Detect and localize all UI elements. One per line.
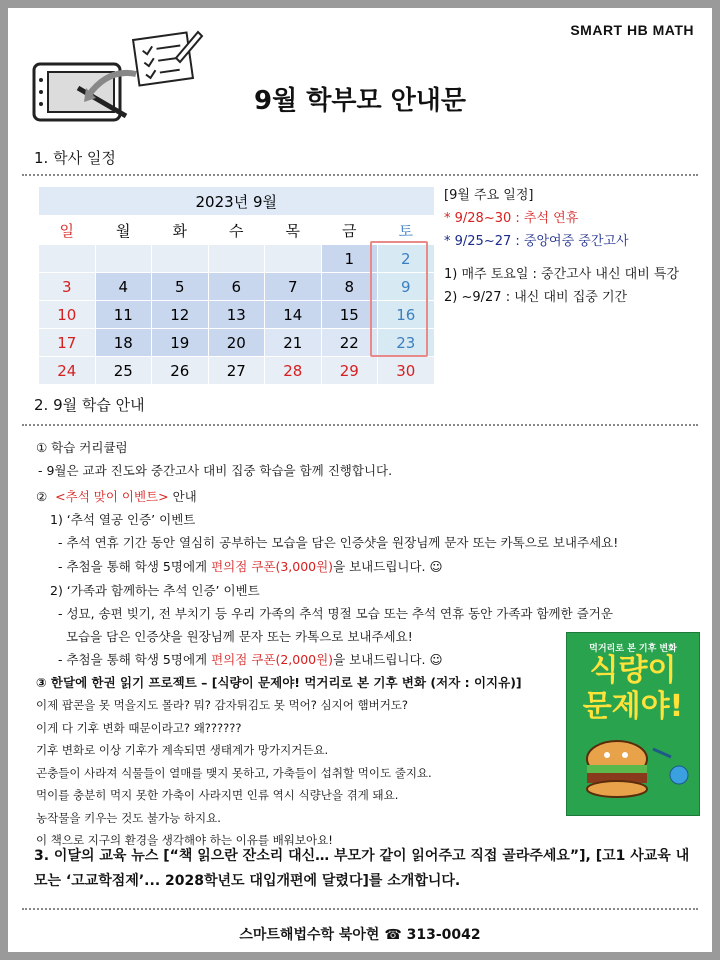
weekday-wed: 수 — [208, 216, 265, 245]
calendar-day: 19 — [152, 329, 209, 357]
calendar-day: 16 — [378, 301, 435, 329]
calendar-day: 11 — [95, 301, 152, 329]
calendar-day: 30 — [378, 357, 435, 385]
calendar-day: 23 — [378, 329, 435, 357]
reading-line: 기후 변화로 이상 기후가 계속되면 생태계가 망가지거든요. — [36, 743, 329, 757]
calendar-day: 10 — [39, 301, 96, 329]
curriculum-line: - 9월은 교과 진도와 중간고사 대비 집중 학습을 함께 진행합니다. — [38, 463, 393, 478]
weekday-fri: 금 — [321, 216, 378, 245]
calendar-day — [265, 245, 322, 273]
saturday-highlight-box — [370, 241, 428, 357]
event2-line3: - 추첨을 통해 학생 5명에게 편의점 쿠폰(2,000원)을 보내드립니다. ☺ — [58, 652, 443, 667]
schedule-note-saturday: 1) 매주 토요일 : 중간고사 내신 대비 특강 — [444, 267, 680, 282]
divider — [22, 174, 698, 176]
event2-title: 2) ‘가족과 함께하는 추석 인증’ 이벤트 — [50, 583, 260, 598]
book-cover-title-2: 문제야! — [582, 689, 684, 724]
calendar-day: 1 — [321, 245, 378, 273]
page-title: 9월 학부모 안내문 — [253, 86, 466, 116]
calendar-day: 6 — [208, 273, 265, 301]
calendar-day: 4 — [95, 273, 152, 301]
calendar-day: 9 — [378, 273, 435, 301]
calendar-day: 7 — [265, 273, 322, 301]
calendar-day: 27 — [208, 357, 265, 385]
reading-line: 곤충들이 사라져 식물들이 열매를 맺지 못하고, 가축들이 섭취할 먹이도 줄지요. — [36, 765, 432, 780]
main-schedule — [444, 184, 679, 309]
calendar-day: 18 — [95, 329, 152, 357]
education-news: 3. 이달의 교육 뉴스 [“책 읽으란 잔소리 대신… 부모가 같이 읽어주고 직접 골라주세요”], [고1 사교육 내모는 ‘고교학점제’... 2028학년도 대입개편에 달렸다]를 소개합니다. — [34, 848, 690, 889]
event2-line2: 모습을 담은 인증샷을 원장님께 문자 또는 카톡으로 보내주세요! — [58, 629, 413, 644]
calendar-day — [95, 245, 152, 273]
event2-line1: - 성묘, 송편 빚기, 전 부치기 등 우리 가족의 추석 명절 모습 또는 추석 연휴 동안 가족과 함께한 즐거운 — [58, 606, 613, 621]
schedule-note-focus: 2) ~9/27 : 내신 대비 집중 기간 — [444, 290, 628, 305]
calendar-day: 3 — [39, 273, 96, 301]
brand-logo: SMART HB MATH — [570, 22, 694, 38]
hamburger-icon — [567, 729, 699, 815]
weekday-sat: 토 — [378, 216, 435, 245]
weekday-thu: 목 — [265, 216, 322, 245]
book-cover — [566, 632, 700, 816]
book-cover-title-1: 식량이 — [589, 653, 677, 688]
calendar-day: 2 — [378, 245, 435, 273]
reading-description — [36, 694, 432, 852]
calendar-day: 22 — [321, 329, 378, 357]
reading-line: 농작물을 키우는 것도 불가능 하지요. — [36, 810, 221, 825]
calendar-day: 29 — [321, 357, 378, 385]
coupon-2000: 편의점 쿠폰(2,000원) — [211, 652, 334, 667]
schedule-item-exam: * 9/25~27 : 중앙여중 중간고사 — [444, 234, 629, 249]
event-heading: ② <추석 맞이 이벤트> 안내 — [36, 489, 197, 504]
calendar-day: 8 — [321, 273, 378, 301]
calendar-day — [208, 245, 265, 273]
calendar-day: 28 — [265, 357, 322, 385]
notice-page — [8, 8, 712, 952]
calendar-day: 15 — [321, 301, 378, 329]
calendar-day: 21 — [265, 329, 322, 357]
curriculum-heading: ① 학습 커리큘럼 — [36, 440, 128, 455]
reading-heading: ③ 한달에 한권 읽기 프로젝트 – [식량이 문제야! 먹거리로 본 기후 변화 (저자 : 이지유)] — [36, 675, 522, 690]
schedule-item-chuseok: * 9/28~30 : 추석 연휴 — [444, 211, 579, 226]
calendar-day — [39, 245, 96, 273]
event1-line2: - 추첨을 통해 학생 5명에게 편의점 쿠폰(3,000원)을 보내드립니다. ☺ — [58, 559, 443, 574]
calendar-day: 26 — [152, 357, 209, 385]
book-cover-subtitle: 먹거리로 본 기후 변화 — [589, 644, 677, 654]
reading-line: 이 책으로 지구의 환경을 생각해야 하는 이유를 배워보아요! — [36, 833, 333, 847]
calendar-day: 25 — [95, 357, 152, 385]
event-name: <추석 맞이 이벤트> — [55, 489, 169, 504]
academy-contact: 스마트해법수학 북아현 ☎ 313-0042 — [239, 927, 481, 943]
section-academic-schedule: 1. 학사 일정 — [34, 149, 116, 167]
reading-line: 이제 팝콘을 못 먹을지도 몰라? 뭐? 감자튀김도 못 먹어? 심지어 햄버거도? — [36, 698, 409, 712]
event1-line1: - 추석 연휴 기간 동안 열심히 공부하는 모습을 담은 인증샷을 원장님께 문자 또는 카톡으로 보내주세요! — [58, 535, 619, 550]
calendar-day: 24 — [39, 357, 96, 385]
calendar-day: 17 — [39, 329, 96, 357]
calendar-day: 12 — [152, 301, 209, 329]
reading-line: 이게 다 기후 변화 때문이라고? 왜?????? — [36, 720, 242, 735]
weekday-tue: 화 — [152, 216, 209, 245]
schedule-title: [9월 주요 일정] — [444, 188, 534, 203]
calendar-day: 14 — [265, 301, 322, 329]
divider — [22, 424, 698, 426]
event1-title: 1) ‘추석 열공 인증’ 이벤트 — [50, 512, 196, 527]
divider — [22, 908, 698, 910]
section-learning-guide: 2. 9월 학습 안내 — [34, 396, 145, 414]
calendar-day — [152, 245, 209, 273]
calendar-day: 20 — [208, 329, 265, 357]
reading-line: 먹이를 충분히 먹지 못한 가축이 사라지면 인류 역시 식량난을 겪게 돼요. — [36, 788, 399, 802]
calendar-month-title: 2023년 9월 — [39, 187, 435, 216]
weekday-mon: 월 — [95, 216, 152, 245]
calendar-day: 5 — [152, 273, 209, 301]
coupon-3000: 편의점 쿠폰(3,000원) — [211, 559, 334, 574]
calendar-day: 13 — [208, 301, 265, 329]
weekday-sun: 일 — [39, 216, 96, 245]
